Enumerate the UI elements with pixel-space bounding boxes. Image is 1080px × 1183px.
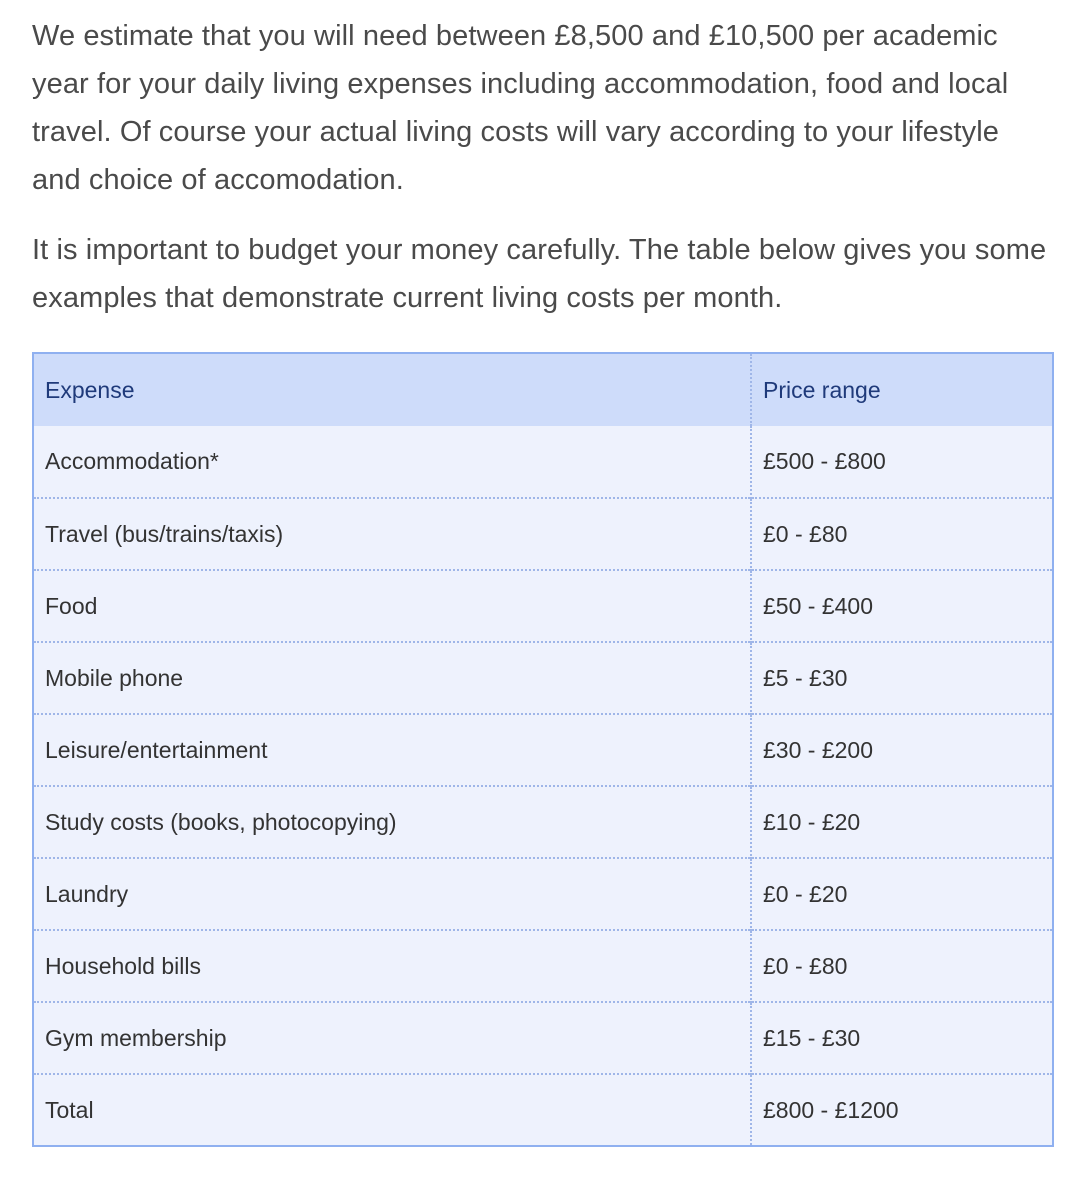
price-cell: £10 - £20: [751, 786, 1053, 858]
price-cell: £15 - £30: [751, 1002, 1053, 1074]
expense-cell: Gym membership: [33, 1002, 751, 1074]
expense-cell: Household bills: [33, 930, 751, 1002]
price-cell: £0 - £20: [751, 858, 1053, 930]
intro-text: [32, 12, 1054, 322]
expense-cell: Study costs (books, photocopying): [33, 786, 751, 858]
table-row: [33, 426, 1053, 498]
table-row: [33, 1002, 1053, 1074]
price-cell: £0 - £80: [751, 930, 1053, 1002]
expense-cell: Leisure/entertainment: [33, 714, 751, 786]
expense-cell: Laundry: [33, 858, 751, 930]
table-row: [33, 858, 1053, 930]
expense-cell: Accommodation*: [33, 426, 751, 498]
table-row: [33, 930, 1053, 1002]
intro-paragraph-1: We estimate that you will need between £8,500 and £10,500 per academic year for your daily living expenses including accommodation, food and local travel. Of course your actual living costs will vary according to your lifestyle and choice of accomodation.: [32, 20, 1009, 196]
header-price-range: Price range: [763, 376, 881, 403]
intro-paragraph-2: It is important to budget your money carefully. The table below gives you some examples that demonstrate current living costs per month.: [32, 234, 1047, 314]
header-expense: Expense: [33, 353, 751, 426]
table-row: [33, 786, 1053, 858]
total-price-cell: £800 - £1200: [751, 1074, 1053, 1146]
price-cell: £0 - £80: [751, 498, 1053, 570]
price-cell: £500 - £800: [763, 448, 886, 474]
living-costs-table: [32, 352, 1054, 1147]
price-cell: £30 - £200: [751, 714, 1053, 786]
expense-cell: Travel (bus/trains/taxis): [33, 498, 751, 570]
table-row: [33, 642, 1053, 714]
table-row-total: [33, 1074, 1053, 1146]
table-row: [33, 498, 1053, 570]
table-row: [33, 570, 1053, 642]
table-header-row: [33, 353, 1053, 426]
table-row: [33, 714, 1053, 786]
price-cell: £5 - £30: [751, 642, 1053, 714]
price-cell: £50 - £400: [751, 570, 1053, 642]
expense-cell: Mobile phone: [33, 642, 751, 714]
expense-cell: Food: [33, 570, 751, 642]
total-label-cell: Total: [33, 1074, 751, 1146]
